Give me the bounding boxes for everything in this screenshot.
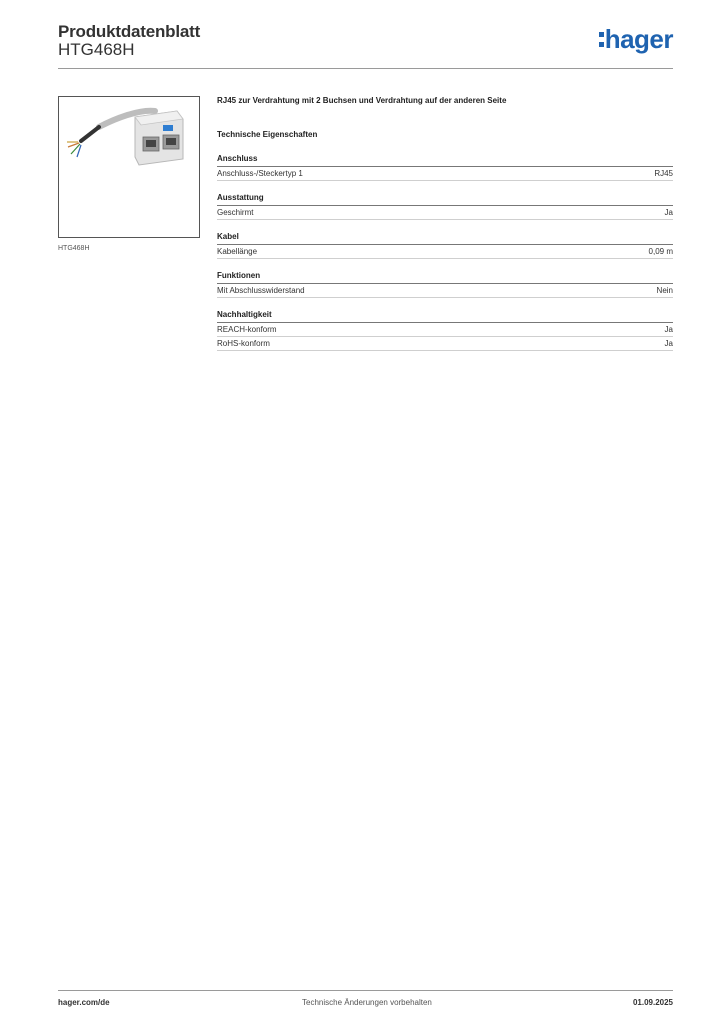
- property-row: [217, 167, 673, 181]
- property-row: [217, 337, 673, 351]
- group-funktionen: [217, 271, 673, 298]
- property-value: 0,09 m: [648, 247, 673, 256]
- group-title: Funktionen: [217, 271, 673, 284]
- property-row: [217, 284, 673, 298]
- image-caption: HTG468H: [58, 245, 90, 252]
- group-anschluss: [217, 154, 673, 181]
- property-label: Kabellänge: [217, 247, 258, 256]
- property-row: [217, 323, 673, 337]
- property-label: Anschluss-/Steckertyp 1: [217, 169, 303, 178]
- group-nachhaltigkeit: [217, 310, 673, 351]
- property-row: [217, 206, 673, 220]
- property-value: Ja: [664, 325, 673, 334]
- property-value: RJ45: [654, 169, 673, 178]
- group-ausstattung: [217, 193, 673, 220]
- footer-website[interactable]: hager.com/de: [58, 998, 110, 1007]
- logo-dots-icon: [599, 32, 604, 47]
- product-description: RJ45 zur Verdrahtung mit 2 Buchsen und Verdrahtung auf der anderen Seite: [217, 96, 507, 105]
- product-code: HTG468H: [58, 40, 135, 59]
- footer-date: 01.09.2025: [632, 998, 673, 1007]
- property-value: Ja: [664, 208, 673, 217]
- property-value: Nein: [656, 286, 673, 295]
- rj45-splitter-image: [59, 97, 199, 237]
- datasheet-content: [217, 96, 673, 351]
- property-value: Ja: [664, 339, 673, 348]
- group-kabel: [217, 232, 673, 259]
- group-title: Ausstattung: [217, 193, 673, 206]
- footer-divider: [58, 990, 673, 991]
- footer-notice: Technische Änderungen vorbehalten: [302, 998, 432, 1007]
- group-title: Kabel: [217, 232, 673, 245]
- property-label: RoHS-konform: [217, 339, 270, 348]
- document-title: Produktdatenblatt: [58, 22, 201, 41]
- logo-text: hager: [604, 24, 673, 54]
- hager-logo: [599, 24, 673, 55]
- product-image: [58, 96, 200, 238]
- page-header: [58, 20, 673, 70]
- property-row: [217, 245, 673, 259]
- section-title: Technische Eigenschaften: [217, 130, 318, 139]
- header-divider: [58, 68, 673, 69]
- group-title: Nachhaltigkeit: [217, 310, 673, 323]
- property-label: Geschirmt: [217, 208, 254, 217]
- property-label: Mit Abschlusswiderstand: [217, 286, 305, 295]
- property-label: REACH-konform: [217, 325, 277, 334]
- group-title: Anschluss: [217, 154, 673, 167]
